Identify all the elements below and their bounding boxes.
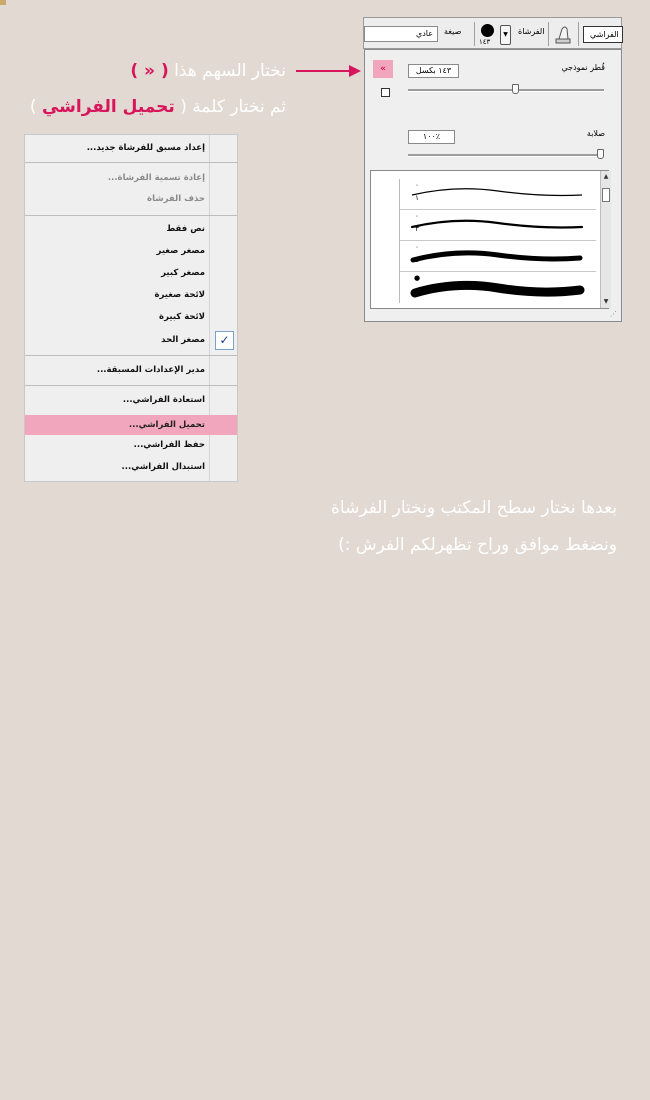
brush-stroke-preview	[410, 277, 586, 303]
brush-preset-item[interactable]	[400, 241, 596, 272]
menu-item-small-thumbnail[interactable]: مصغر صغير	[156, 246, 205, 256]
menu-item-stroke-thumbnail[interactable]: مصغر الحد	[161, 335, 205, 345]
hardness-input[interactable]: ١٠٠٪	[408, 130, 455, 144]
blend-mode-label: صيغة	[444, 27, 462, 36]
brush-preset-items	[399, 179, 596, 303]
diameter-input[interactable]: ١٤٣ بكسل	[408, 64, 459, 78]
hardness-label: صلابة	[586, 129, 605, 138]
brush-preset-mark: ٠	[415, 212, 419, 220]
diameter-slider-track[interactable]	[408, 89, 604, 92]
brush-panel-menu	[24, 134, 238, 482]
brush-label: الفرشاة	[518, 27, 545, 36]
brush-preview-icon[interactable]	[481, 24, 494, 37]
instruction-highlight: ( « )	[130, 61, 169, 81]
menu-item-delete-brush[interactable]: حذف الفرشاة	[147, 194, 205, 204]
brush-preset-size: ٩	[415, 287, 419, 295]
instruction-line-4: ونضغط موافق وراح تظهرلكم الفرش :)	[338, 535, 617, 555]
menu-item-reset-brushes[interactable]: استعادة الفراشي...	[122, 395, 205, 405]
menu-item-save-brushes[interactable]: حفظ الفراشي...	[133, 440, 205, 450]
resize-grip-icon[interactable]: ⋰	[610, 310, 617, 318]
instruction-text: )	[29, 97, 37, 117]
brush-picker-panel	[364, 49, 622, 322]
brush-preset-mark: ●	[413, 274, 421, 282]
diameter-slider-knob[interactable]	[512, 84, 519, 94]
brush-tool-icon[interactable]	[553, 23, 573, 45]
brush-list-scrollbar[interactable]	[600, 171, 611, 308]
brush-preset-size: ٣	[415, 225, 419, 233]
brush-preset-size: ١	[415, 194, 419, 202]
menu-item-load-brushes[interactable]: تحميل الفراشي...	[25, 415, 237, 435]
instruction-text: ثم نختار كلمة (	[180, 97, 286, 117]
menu-item-rename-brush[interactable]: إعادة تسمية الفرشاة...	[107, 173, 205, 183]
pointer-arrow-head-icon	[349, 65, 361, 77]
brush-picker-dropdown-button[interactable]: ▼	[500, 25, 511, 45]
panel-menu-button[interactable]: «	[373, 60, 393, 78]
menu-item-large-list[interactable]: لائحة كبيرة	[159, 312, 205, 322]
pointer-arrow-line	[296, 70, 351, 72]
menu-separator	[25, 355, 237, 356]
menu-item-text-only[interactable]: نص فقط	[166, 224, 205, 234]
brush-stroke-preview	[410, 214, 586, 236]
menu-item-preset-manager[interactable]: مدير الإعدادات المسبقة...	[96, 365, 205, 375]
diameter-label: قُطر نموذجي	[561, 63, 605, 72]
instruction-highlight: تحميل الفراشي	[41, 97, 175, 117]
instruction-text: نختار السهم هذا	[174, 61, 286, 81]
brush-stroke-preview	[410, 246, 586, 268]
scroll-up-icon[interactable]: ▲	[603, 173, 609, 180]
brush-preset-mark: ٠	[415, 243, 419, 251]
brush-preset-size: ٥	[415, 256, 419, 264]
brush-preset-item[interactable]	[400, 210, 596, 241]
instruction-line-1	[130, 61, 286, 81]
corner-mark	[0, 0, 6, 5]
brush-preset-item[interactable]	[400, 179, 596, 210]
toolbar-divider	[578, 22, 579, 46]
brush-preset-mark: ٠	[415, 181, 419, 189]
brush-size-value: ١٤٣	[479, 38, 491, 46]
brushes-tab[interactable]: الفراشي	[583, 26, 623, 43]
menu-separator	[25, 385, 237, 386]
menu-item-replace-brushes[interactable]: استبدال الفراشي...	[121, 462, 205, 472]
menu-separator	[25, 162, 237, 163]
hardness-slider-knob[interactable]	[597, 149, 604, 159]
menu-item-small-list[interactable]: لائحة صغيرة	[154, 290, 205, 300]
new-preset-icon[interactable]	[381, 88, 390, 97]
menu-item-large-thumbnail[interactable]: مصغر كبير	[161, 268, 205, 278]
brush-preset-list	[370, 170, 609, 309]
instruction-line-3: بعدها نختار سطح المكتب ونختار الفرشاة	[331, 498, 617, 518]
scroll-thumb[interactable]	[602, 188, 610, 202]
scroll-down-icon[interactable]: ▼	[603, 298, 609, 305]
hardness-slider-track[interactable]	[408, 154, 604, 157]
toolbar-divider	[548, 22, 549, 46]
options-toolbar	[363, 17, 622, 49]
checkmark-icon: ✓	[215, 331, 234, 350]
toolbar-divider	[474, 22, 475, 46]
menu-separator	[25, 215, 237, 216]
instruction-line-2	[30, 97, 286, 117]
menu-item-new-brush-preset[interactable]: إعداد مسبق للفرشاة جديد...	[86, 143, 205, 153]
blend-mode-select[interactable]: عادي	[364, 26, 438, 42]
brush-preset-item[interactable]	[400, 272, 596, 303]
brush-stroke-preview	[410, 182, 586, 204]
